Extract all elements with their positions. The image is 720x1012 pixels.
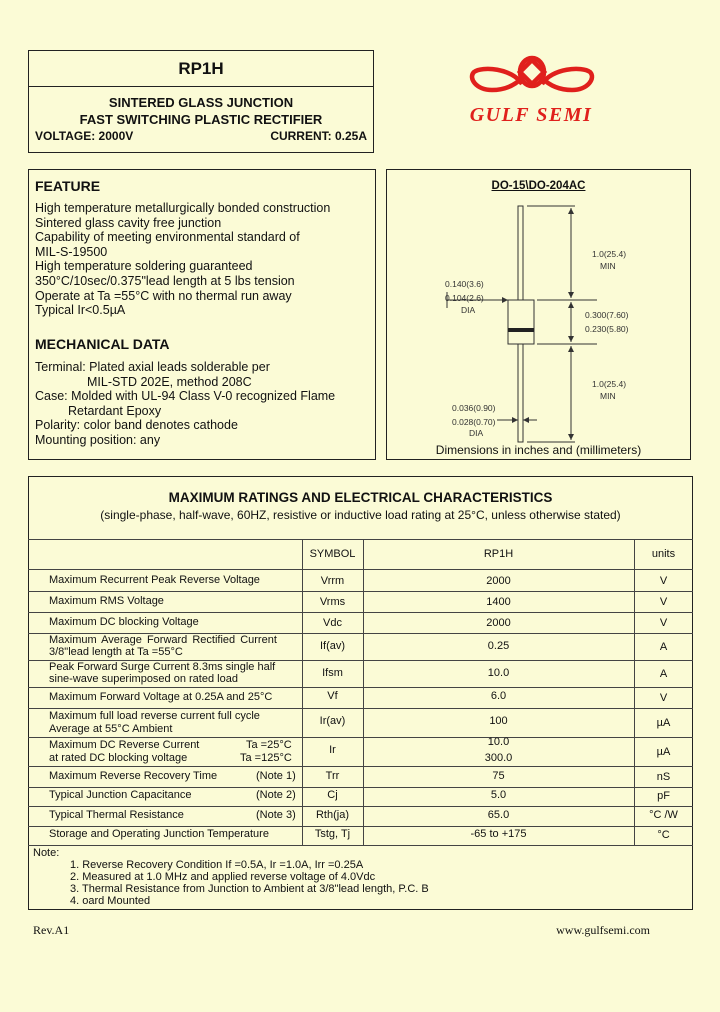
cathode-band (508, 328, 534, 332)
table-row-param: Maximum Average Forward Rectified Current (49, 634, 277, 646)
dimensions-caption: Dimensions in inches and (millimeters) (435, 443, 642, 457)
table-rule (28, 845, 693, 846)
table-row-value: 5.0 (490, 789, 507, 801)
table-row-unit: A (659, 641, 668, 653)
table-row-symbol: Tstg, Tj (314, 828, 351, 840)
logo-right-arc-icon (542, 69, 592, 90)
lead-bottom-min: MIN (600, 391, 616, 401)
table-row-param: Typical Junction Capacitance (49, 789, 192, 801)
table-row-note: (Note 2) (256, 789, 296, 801)
table-row-value: 10.0 (487, 736, 510, 748)
table-row-param: Maximum RMS Voltage (49, 595, 164, 607)
table-row-param: Maximum full load reverse current full cycle (49, 710, 260, 722)
lead-dia-max: 0.036(0.90) (452, 403, 496, 413)
table-row-symbol: Vf (327, 690, 338, 702)
table-row-value: 100 (489, 715, 508, 727)
notes-heading: Note: (33, 847, 60, 859)
lead-top-length: 1.0(25.4) (592, 249, 627, 259)
feature-panel (28, 169, 376, 460)
logo-left-arc-icon (472, 69, 522, 90)
table-row-unit: µA (656, 717, 671, 729)
table-row-param: Maximum Recurrent Peak Reverse Voltage (49, 574, 260, 586)
table-row-value: 2000 (486, 575, 511, 587)
do15-package-drawing (387, 170, 690, 459)
website-link[interactable]: www.gulfsemi.com (556, 923, 650, 937)
table-row-unit: V (659, 692, 668, 704)
feature-line: Operate at Ta =55°C with no thermal run away (35, 288, 292, 303)
table-row-symbol: Rth(ja) (315, 809, 349, 821)
part-number-box (28, 50, 374, 87)
table-row-symbol: Vrrm (320, 575, 345, 587)
feature-heading: FEATURE (35, 178, 101, 194)
table-rule (28, 612, 693, 613)
table-row-symbol: If(av) (319, 640, 346, 652)
table-rule (28, 806, 693, 807)
table-row-condition: Ta =125°C (240, 752, 292, 764)
feature-line: Capability of meeting environmental standard of (35, 230, 300, 245)
table-row-value: 1400 (486, 596, 511, 608)
table-row-value: -65 to +175 (470, 828, 527, 840)
table-row-symbol: Ifsm (322, 667, 343, 679)
table-row-symbol: Trr (325, 770, 340, 782)
table-rule (28, 787, 693, 788)
mechanical-line: MIL-STD 202E, method 208C (87, 374, 252, 389)
table-row-value: 75 (492, 770, 505, 782)
table-row-value: 10.0 (487, 667, 510, 679)
diode-body (508, 300, 534, 344)
table-row-value: 0.25 (487, 640, 510, 652)
table-row-unit: pF (657, 790, 670, 802)
voltage-label: VOLTAGE: 2000V (35, 129, 134, 143)
table-row-unit: A (659, 668, 668, 680)
table-row-unit: °C (657, 829, 670, 841)
feature-line: High temperature soldering guaranteed (35, 259, 253, 274)
package-title: DO-15\DO-204AC (491, 180, 586, 192)
table-row-param2: at rated DC blocking voltage (49, 752, 188, 764)
body-dia-label: DIA (461, 305, 476, 315)
table-row-note: (Note 1) (256, 770, 296, 782)
revision-label: Rev.A1 (33, 923, 70, 937)
col-header-part: RP1H (483, 548, 514, 560)
table-row-param: Typical Thermal Resistance (49, 809, 184, 821)
feature-line: Typical Ir<0.5µA (35, 303, 126, 318)
lead-bottom-length: 1.0(25.4) (592, 379, 627, 389)
table-row-unit: V (659, 596, 668, 608)
table-row-value: 65.0 (487, 809, 510, 821)
table-rule (28, 539, 693, 540)
table-rule (28, 766, 693, 767)
bottom-lead (518, 344, 523, 442)
table-row-note: (Note 3) (256, 809, 296, 821)
title-box (28, 86, 374, 153)
mechanical-line: Terminal: Plated axial leads solderable per (35, 360, 270, 374)
current-label: CURRENT: 0.25A (270, 129, 367, 143)
table-row-param: Maximum Forward Voltage at 0.25A and 25°C (49, 691, 273, 703)
table-row-param2: Average at 55°C Ambient (49, 723, 173, 735)
table-rule (28, 826, 693, 827)
body-length-max: 0.300(7.60) (585, 310, 629, 320)
body-dia-min: 0.104(2.6) (445, 293, 484, 303)
table-row-value2: 300.0 (484, 752, 513, 764)
table-row-unit: °C /W (649, 809, 678, 821)
note-item: 4. oard Mounted (70, 895, 151, 907)
feature-line: High temperature metallurgically bonded construction (35, 201, 331, 215)
table-row-param2: 3/8"lead length at Ta =55°C (49, 646, 183, 658)
table-row-symbol: Vdc (323, 617, 342, 629)
package-panel (386, 169, 691, 460)
table-row-param: Maximum Reverse Recovery Time (49, 770, 218, 782)
col-header-symbol: SYMBOL (309, 548, 356, 560)
feature-line: 350°C/10sec/0.375"lead length at 5 lbs tension (35, 274, 295, 288)
mechanical-line: Case: Molded with UL-94 Class V-0 recognized Flame (35, 389, 336, 404)
mechanical-heading: MECHANICAL DATA (35, 336, 170, 352)
title-line1: SINTERED GLASS JUNCTION (108, 95, 294, 110)
part-number: RP1H (178, 59, 224, 78)
table-row-condition: Ta =25°C (246, 739, 292, 751)
table-rule (28, 569, 693, 570)
mechanical-line: Polarity: color band denotes cathode (35, 418, 238, 433)
table-rule (28, 591, 693, 592)
table-row-value: 2000 (486, 617, 511, 629)
body-length-min: 0.230(5.80) (585, 324, 629, 334)
ratings-title: MAXIMUM RATINGS AND ELECTRICAL CHARACTERISTICS (168, 490, 553, 505)
top-lead (518, 206, 523, 300)
logo-text: GULF SEMI (469, 104, 593, 126)
table-row-param: Maximum DC blocking Voltage (49, 616, 199, 628)
mechanical-line: Retardant Epoxy (68, 403, 162, 418)
table-rule (28, 687, 693, 688)
feature-line: Sintered glass cavity free junction (35, 215, 222, 230)
table-row-param: Peak Forward Surge Current 8.3ms single half (49, 661, 276, 673)
table-row-unit: V (659, 575, 668, 587)
table-row-unit: µA (656, 746, 671, 758)
table-row-symbol: Cj (327, 789, 338, 801)
lead-dia-min: 0.028(0.70) (452, 417, 496, 427)
body-dia-max: 0.140(3.6) (445, 279, 484, 289)
lead-dia-label: DIA (469, 428, 484, 438)
mechanical-line: Mounting position: any (35, 433, 161, 447)
note-item: 2. Measured at 1.0 MHz and applied reverse voltage of 4.0Vdc (70, 871, 376, 883)
note-item: 1. Reverse Recovery Condition If =0.5A, Ir =1.0A, Irr =0.25A (70, 859, 364, 871)
table-row-unit: V (659, 617, 668, 629)
lead-top-min: MIN (600, 261, 616, 271)
feature-line: MIL-S-19500 (35, 244, 108, 259)
table-row-symbol: Ir (329, 744, 336, 756)
ratings-subtitle: (single-phase, half-wave, 60HZ, resistive or inductive load rating at 25°C, unless otherwise stated) (100, 508, 621, 522)
table-row-symbol: Ir(av) (319, 715, 346, 727)
table-row-value: 6.0 (490, 690, 507, 702)
table-row-symbol: Vrms (319, 596, 346, 608)
col-header-units: units (651, 548, 676, 560)
table-row-param2: sine-wave superimposed on rated load (49, 673, 238, 685)
table-row-unit: nS (656, 771, 671, 783)
note-item: 3. Thermal Resistance from Junction to Ambient at 3/8"lead length, P.C. B (70, 883, 429, 895)
title-line2: FAST SWITCHING PLASTIC RECTIFIER (79, 112, 323, 127)
table-row-param: Maximum DC Reverse Current (49, 739, 200, 751)
table-row-param: Storage and Operating Junction Temperature (49, 828, 269, 840)
table-rule (28, 708, 693, 709)
